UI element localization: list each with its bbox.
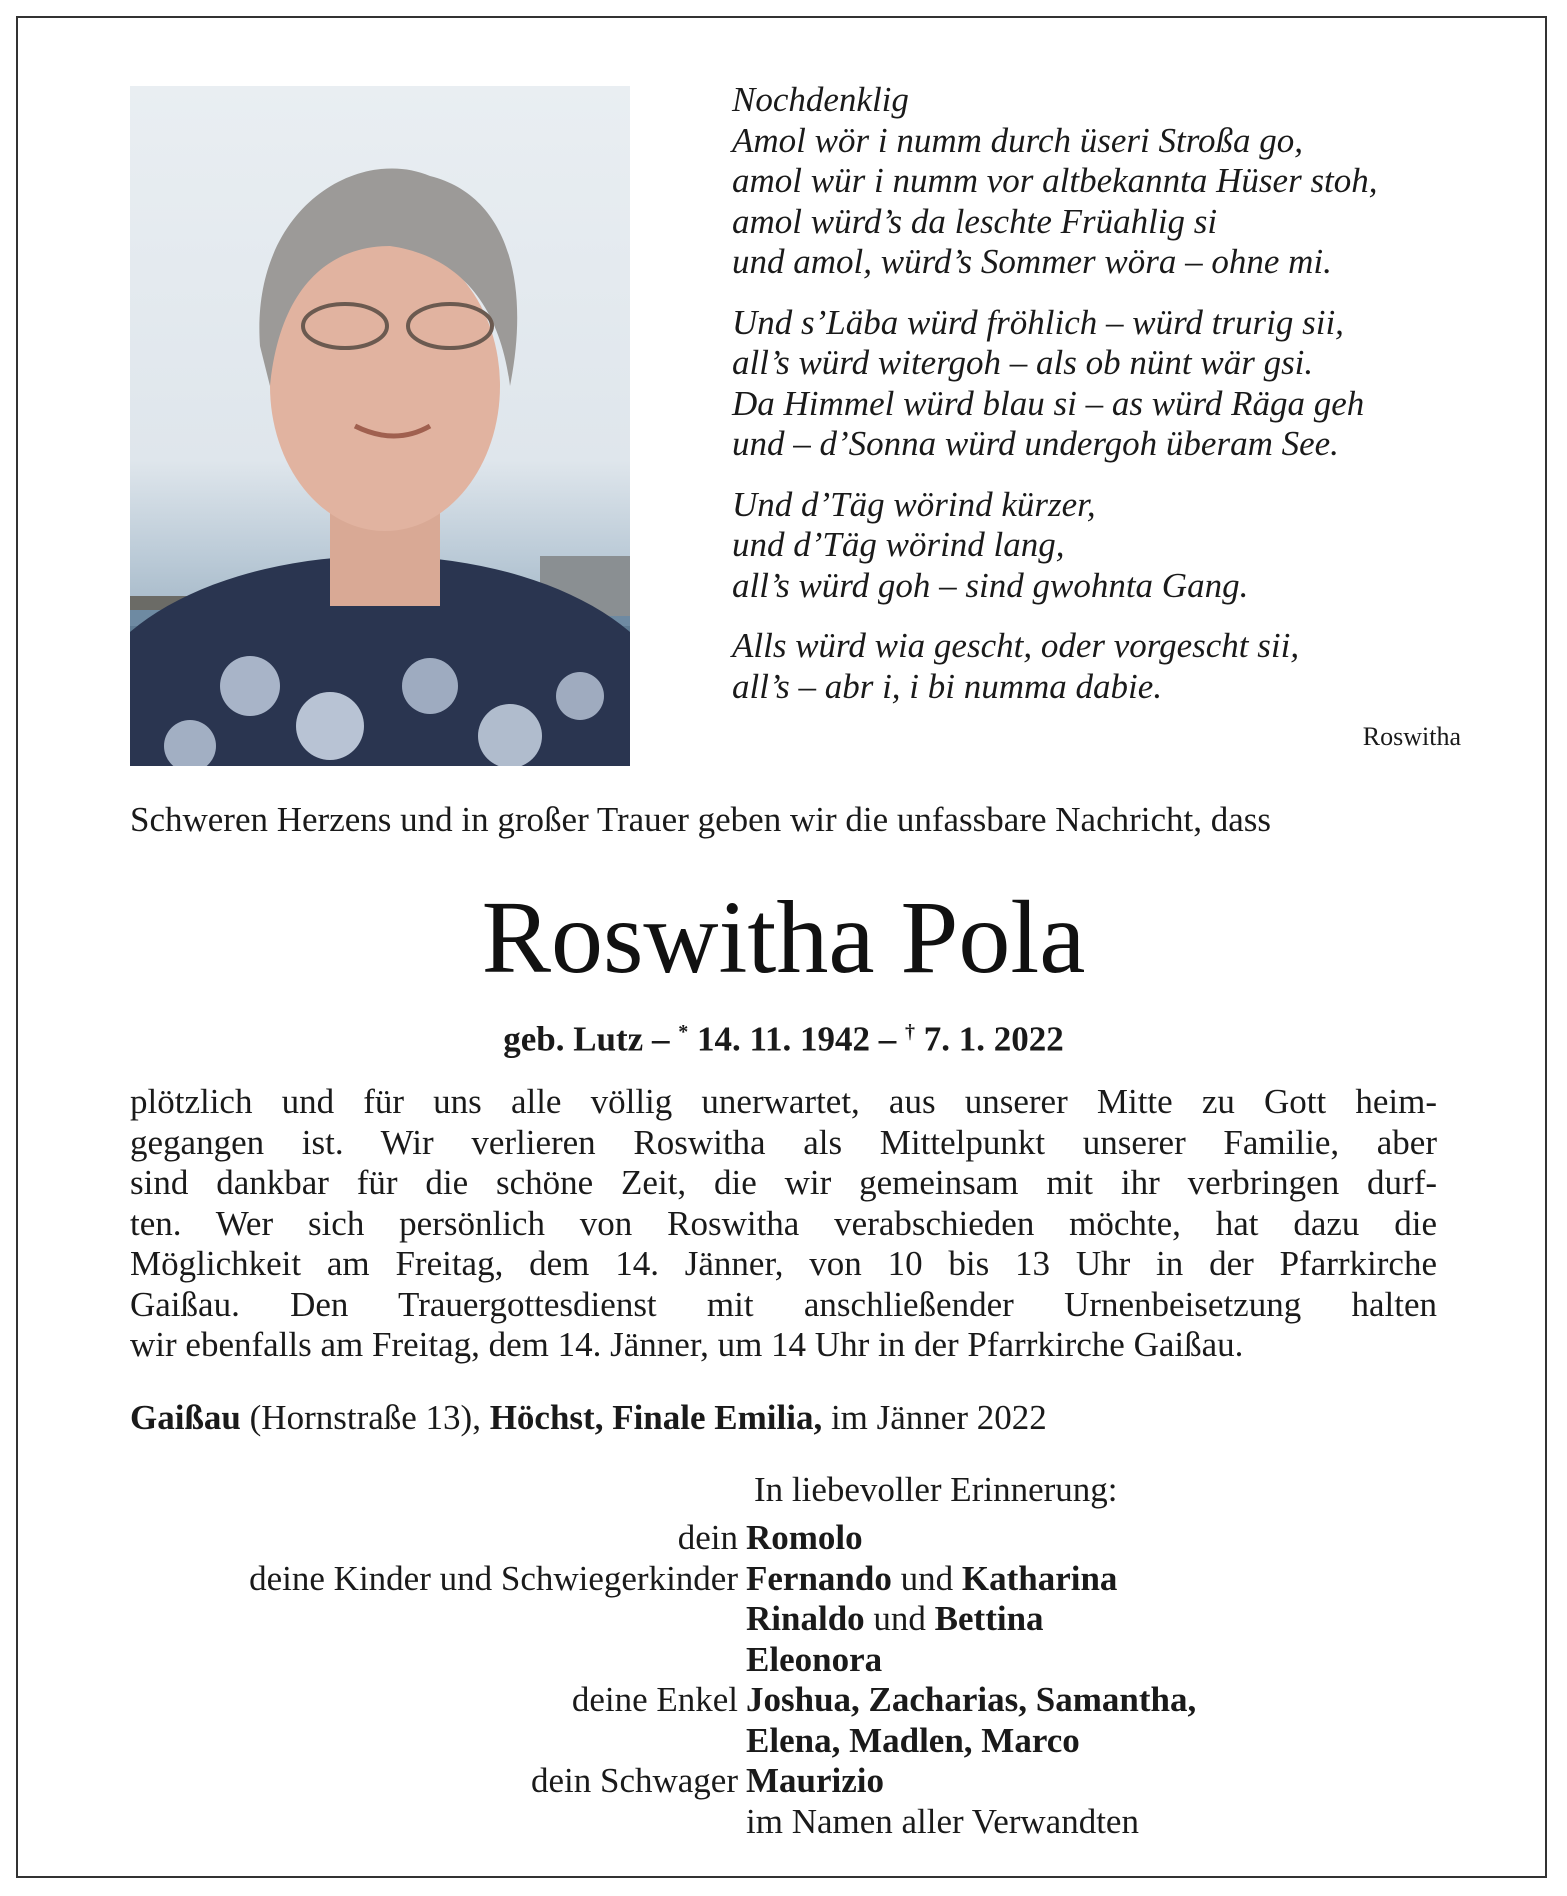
mourner-name: und (864, 1599, 935, 1638)
poem-line: Alls würd wia gescht, oder vorgescht sii, (732, 626, 1300, 665)
poem-line: amol würd’s da leschte Früahlig si (732, 201, 1218, 241)
death-symbol: † (905, 1021, 916, 1043)
mourner-row (130, 1640, 1470, 1681)
mourner-name: Bettina (934, 1599, 1044, 1638)
poem-stanza (732, 485, 1492, 607)
poem-line: Da Himmel würd blau si – as würd Räga geh (732, 383, 1365, 423)
mourner-name: Romolo (746, 1518, 863, 1557)
deceased-name: Roswitha Pola (481, 880, 1086, 995)
mourner-row (130, 1761, 1470, 1802)
mourner-name: Fernando (746, 1558, 892, 1598)
life-dates (0, 1010, 1567, 1062)
mourner-names (746, 1680, 1470, 1721)
body-line: sind dankbar für die schöne Zeit, die wir gemeinsam mit ihr verbringen durf- (130, 1163, 1437, 1202)
body-line: gegangen ist. Wir verlieren Roswitha als Mittelpunkt unserer Familie, aber (130, 1122, 1437, 1162)
poem-line: und d’Täg wörind lang, (732, 525, 1065, 564)
body-line: Möglichkeit am Freitag, dem 14. Jänner, von 10 bis 13 Uhr in der Pfarrkirche (130, 1244, 1437, 1283)
mourner-name: Katharina (961, 1558, 1118, 1598)
mourner-row (130, 1518, 1470, 1559)
mourner-row (130, 1680, 1470, 1721)
mourner-names (746, 1761, 1470, 1802)
place-towns: Höchst, Finale Emilia, (489, 1398, 823, 1437)
portrait-photo (130, 86, 630, 766)
mourner-row (130, 1559, 1470, 1600)
mourner-row (130, 1599, 1470, 1640)
mourner-name: Maurizio (746, 1761, 885, 1800)
poem-line: all’s – abr i, i bi numma dabie. (732, 666, 1163, 706)
death-date: 7. 1. 2022 (915, 1019, 1064, 1059)
poem (732, 80, 1492, 727)
intro-text: Schweren Herzens und in großer Trauer geben wir die unfassbare Nachricht, dass (130, 800, 1272, 839)
maiden-name: geb. Lutz – (503, 1019, 679, 1059)
memory-title: In liebevoller Erinnerung: (754, 1470, 1118, 1509)
mourner-relation (130, 1721, 746, 1762)
announcement-body (130, 1082, 1437, 1366)
mourner-names (746, 1802, 1470, 1843)
poem-line: amol wür i numm vor altbekannta Hüser stoh, (732, 161, 1378, 200)
mourner-name: Rinaldo (746, 1599, 865, 1638)
poem-stanza (732, 303, 1492, 465)
poem-line: all’s würd witergoh – als ob nünt wär gsi. (732, 343, 1314, 382)
poem-author: Roswitha (1362, 722, 1461, 751)
poem-stanza (732, 626, 1492, 707)
body-line: wir ebenfalls am Freitag, dem 14. Jänner, um 14 Uhr in der Pfarrkirche Gaißau. (130, 1325, 1244, 1364)
mourner-name: und (891, 1558, 962, 1598)
birth-date: 14. 11. 1942 – (688, 1019, 906, 1059)
body-line: plötzlich und für uns alle völlig unerwartet, aus unserer Mitte zu Gott heim- (130, 1082, 1437, 1121)
mourner-relation: dein Schwager (530, 1761, 738, 1800)
poem-line: all’s würd goh – sind gwohnta Gang. (732, 565, 1249, 605)
portrait-illustration (130, 86, 630, 766)
mourner-names (746, 1640, 1470, 1681)
place-date: im Jänner 2022 (822, 1398, 1047, 1437)
mourner-name: Eleonora (746, 1639, 883, 1679)
place-town: Gaißau (130, 1398, 241, 1437)
poem-line: Und s’Läba würd fröhlich – würd trurig sii, (732, 302, 1344, 342)
poem-line: und – d’Sonna würd undergoh überam See. (732, 424, 1339, 463)
mourner-relation (130, 1802, 746, 1843)
place-address: (Hornstraße 13), (240, 1398, 490, 1437)
body-line: ten. Wer sich persönlich von Roswitha verabschieden möchte, hat dazu die (130, 1203, 1437, 1243)
mourner-names (746, 1721, 1470, 1762)
mourners-list (130, 1518, 1470, 1842)
mourner-row (130, 1721, 1470, 1762)
poem-line: Amol wör i numm durch üseri Stroßa go, (732, 120, 1304, 160)
mourner-names (746, 1559, 1470, 1600)
place-date-line (130, 1398, 1470, 1438)
poem-line: Und d’Täg wörind kürzer, (732, 484, 1096, 524)
body-line: Gaißau. Den Trauergottesdienst mit anschließender Urnenbeisetzung halten (130, 1284, 1437, 1324)
mourner-name: Elena, Madlen, Marco (746, 1720, 1080, 1760)
mourner-relation: deine Enkel (571, 1680, 738, 1719)
mourner-names (746, 1518, 1470, 1559)
mourner-name: Joshua, Zacharias, Samantha, (746, 1680, 1197, 1719)
mourner-relation (130, 1599, 746, 1640)
mourner-name: im Namen aller Verwandten (746, 1801, 1139, 1841)
mourner-names (746, 1599, 1470, 1640)
mourner-row (130, 1802, 1470, 1843)
mourner-relation: dein (677, 1518, 738, 1557)
birth-symbol: * (678, 1021, 689, 1043)
poem-stanza (732, 80, 1492, 283)
poem-line: Nochdenklig (732, 80, 909, 119)
mourner-relation: deine Kinder und Schwiegerkinder (249, 1558, 738, 1598)
poem-line: und amol, würd’s Sommer wöra – ohne mi. (732, 242, 1332, 281)
mourner-relation (130, 1640, 746, 1681)
